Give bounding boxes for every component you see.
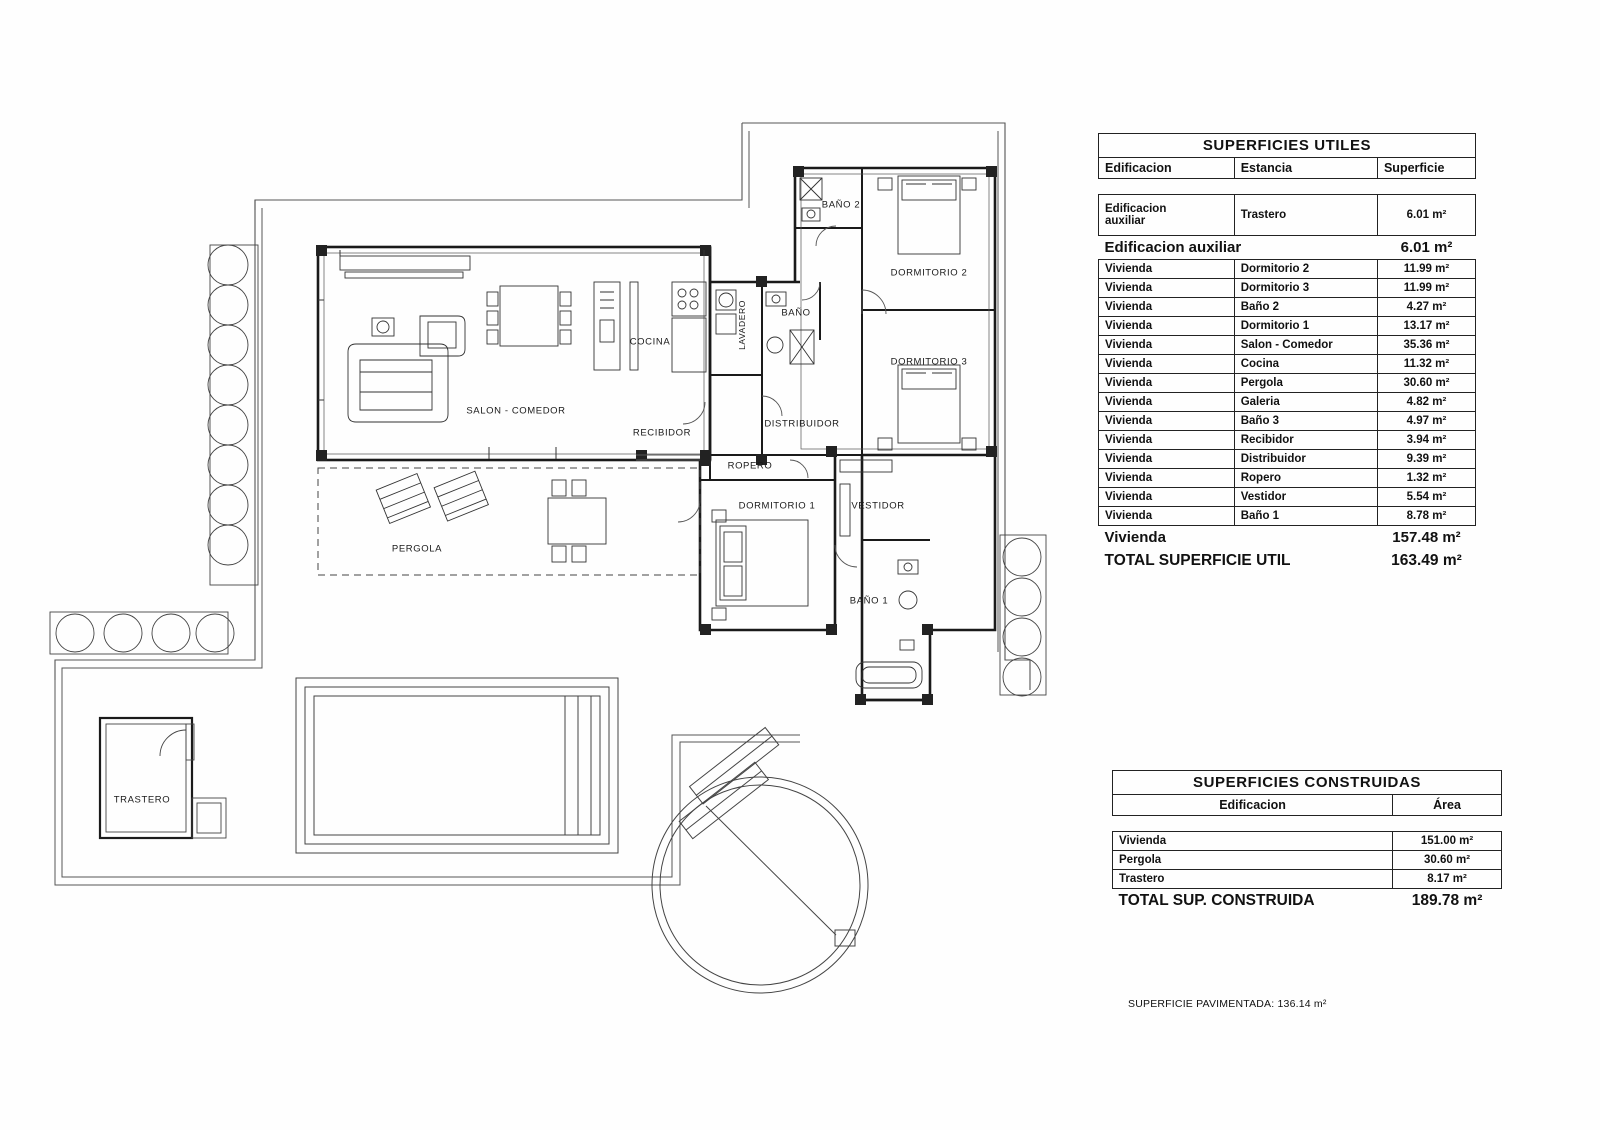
- cell-superficie: 35.36 m²: [1377, 336, 1475, 355]
- cell-superficie: 3.94 m²: [1377, 431, 1475, 450]
- pergola-area: [318, 468, 700, 575]
- table-header-row: [1113, 795, 1502, 816]
- room-label-cocina: COCINA: [629, 336, 671, 348]
- cell-edificacion-line2: auxiliar: [1105, 215, 1146, 227]
- table-grand-total-row: [1113, 889, 1502, 914]
- grand-total-label: TOTAL SUP. CONSTRUIDA: [1118, 892, 1315, 909]
- kitchen-fixtures: [594, 282, 706, 372]
- table-row: [1099, 195, 1476, 236]
- vivienda-total-value: 157.48 m²: [1392, 529, 1461, 546]
- surfaces-built-table: [1112, 770, 1502, 913]
- cell-edificacion: Vivienda: [1099, 374, 1235, 393]
- grand-total-value: 189.78 m²: [1411, 892, 1483, 909]
- room-label-bano-1: BAÑO 1: [849, 595, 889, 607]
- cell-edificacion: Trastero: [1113, 870, 1393, 889]
- table-row: [1099, 298, 1476, 317]
- cell-superficie: 30.60 m²: [1377, 374, 1475, 393]
- cell-superficie: 11.99 m²: [1377, 279, 1475, 298]
- cell-estancia: Distribuidor: [1234, 450, 1377, 469]
- cell-estancia: Ropero: [1234, 469, 1377, 488]
- cell-edificacion: Vivienda: [1099, 507, 1235, 526]
- paved-area: [55, 680, 800, 885]
- table-row: [1099, 260, 1476, 279]
- cell-superficie: 4.27 m²: [1377, 298, 1475, 317]
- surfaces-useful-table: [1098, 133, 1476, 573]
- cell-superficie: 5.54 m²: [1377, 488, 1475, 507]
- table-row: [1113, 832, 1502, 851]
- room-label-lavadero: LAVADERO: [737, 300, 747, 350]
- header-area: Área: [1393, 795, 1502, 816]
- room-label-trastero: TRASTERO: [113, 794, 171, 806]
- tree-row-bottom-left: [50, 612, 234, 654]
- room-label-salon-comedor: SALON - COMEDOR: [466, 405, 566, 417]
- table-row: [1099, 431, 1476, 450]
- cell-estancia: Recibidor: [1234, 431, 1377, 450]
- table-subtotal-row: [1099, 236, 1476, 260]
- cell-estancia: Baño 3: [1234, 412, 1377, 431]
- cell-edificacion: Vivienda: [1099, 412, 1235, 431]
- table-row: [1099, 450, 1476, 469]
- table-title: SUPERFICIES CONSTRUIDAS: [1113, 771, 1502, 795]
- cell-area: 30.60 m²: [1393, 851, 1502, 870]
- table-row: [1099, 507, 1476, 526]
- header-edificacion: Edificacion: [1099, 158, 1235, 179]
- table-title-row: [1099, 134, 1476, 158]
- cell-superficie: 9.39 m²: [1377, 450, 1475, 469]
- cell-estancia: Cocina: [1234, 355, 1377, 374]
- header-edificacion: Edificacion: [1113, 795, 1393, 816]
- round-patio: [652, 727, 868, 993]
- cell-estancia: Pergola: [1234, 374, 1377, 393]
- subtotal-label: Edificacion auxiliar: [1104, 239, 1242, 256]
- cell-edificacion: Vivienda: [1099, 488, 1235, 507]
- table-grand-total-row: [1099, 549, 1476, 573]
- bed-dormitorio-3: [878, 365, 976, 450]
- room-label-bano-2: BAÑO 2: [821, 199, 861, 211]
- tree-row-right: [1000, 535, 1046, 696]
- cell-edificacion: Vivienda: [1099, 469, 1235, 488]
- table-spacer: [1099, 179, 1476, 195]
- cell-edificacion: [1099, 195, 1235, 236]
- cell-estancia: Salon - Comedor: [1234, 336, 1377, 355]
- room-label-dormitorio-1: DORMITORIO 1: [738, 500, 816, 512]
- cell-estancia: Trastero: [1234, 195, 1377, 236]
- table-row: [1099, 279, 1476, 298]
- living-room-furniture: [340, 256, 571, 422]
- cell-estancia: Dormitorio 1: [1234, 317, 1377, 336]
- cell-edificacion: Pergola: [1113, 851, 1393, 870]
- bathroom-fixtures: [766, 178, 922, 688]
- bed-dormitorio-1: [712, 510, 808, 620]
- table-row: [1113, 870, 1502, 889]
- header-superficie: Superficie: [1377, 158, 1475, 179]
- bed-dormitorio-2: [878, 176, 976, 254]
- table-title-row: [1113, 771, 1502, 795]
- table-row: [1099, 412, 1476, 431]
- trastero-building: [100, 718, 192, 838]
- cell-edificacion: Vivienda: [1099, 393, 1235, 412]
- laundry-fixtures: [716, 290, 736, 334]
- cell-area: 151.00 m²: [1393, 832, 1502, 851]
- cell-superficie: 4.97 m²: [1377, 412, 1475, 431]
- room-label-vestidor: VESTIDOR: [851, 500, 905, 512]
- grand-total-value: 163.49 m²: [1391, 552, 1462, 569]
- cell-estancia: Galeria: [1234, 393, 1377, 412]
- cell-edificacion: Vivienda: [1099, 298, 1235, 317]
- room-label-dormitorio-3: DORMITORIO 3: [890, 356, 968, 368]
- table-header-row: [1099, 158, 1476, 179]
- table-row: [1113, 851, 1502, 870]
- paved-surface-note: SUPERFICIE PAVIMENTADA: 136.14 m²: [1128, 998, 1327, 1010]
- cell-edificacion: Vivienda: [1099, 279, 1235, 298]
- cell-estancia: Dormitorio 2: [1234, 260, 1377, 279]
- cell-superficie: 11.32 m²: [1377, 355, 1475, 374]
- cell-area: 8.17 m²: [1393, 870, 1502, 889]
- table-row: [1099, 317, 1476, 336]
- vivienda-total-label: Vivienda: [1104, 529, 1166, 546]
- cell-superficie: 1.32 m²: [1377, 469, 1475, 488]
- room-label-recibidor: RECIBIDOR: [632, 427, 692, 439]
- trastero-detail: [106, 724, 226, 838]
- room-label-dormitorio-2: DORMITORIO 2: [890, 267, 968, 279]
- cell-estancia: Vestidor: [1234, 488, 1377, 507]
- cell-edificacion: Vivienda: [1099, 355, 1235, 374]
- cell-edificacion: Vivienda: [1099, 317, 1235, 336]
- grand-total-label: TOTAL SUPERFICIE UTIL: [1104, 552, 1291, 569]
- table-title: SUPERFICIES UTILES: [1099, 134, 1476, 158]
- cell-edificacion: Vivienda: [1099, 336, 1235, 355]
- cell-edificacion: Vivienda: [1099, 431, 1235, 450]
- cell-edificacion-line1: Edificacion: [1105, 203, 1167, 215]
- subtotal-value: 6.01 m²: [1400, 239, 1453, 256]
- cell-edificacion: Vivienda: [1113, 832, 1393, 851]
- room-label-pergola: PERGOLA: [391, 543, 443, 555]
- cell-estancia: Dormitorio 3: [1234, 279, 1377, 298]
- table-subtotal-row: [1099, 526, 1476, 550]
- cell-edificacion: Vivienda: [1099, 260, 1235, 279]
- table-row: [1099, 374, 1476, 393]
- cell-estancia: Baño 1: [1234, 507, 1377, 526]
- cell-edificacion: Vivienda: [1099, 450, 1235, 469]
- cell-superficie: 6.01 m²: [1377, 195, 1475, 236]
- table-row: [1099, 488, 1476, 507]
- cell-superficie: 4.82 m²: [1377, 393, 1475, 412]
- wall-inner-lines: [324, 174, 989, 454]
- cell-estancia: Baño 2: [1234, 298, 1377, 317]
- swimming-pool: [296, 678, 618, 853]
- tree-row-left: [208, 245, 258, 585]
- table-row: [1099, 355, 1476, 374]
- cell-superficie: 13.17 m²: [1377, 317, 1475, 336]
- cell-superficie: 11.99 m²: [1377, 260, 1475, 279]
- table-spacer: [1113, 816, 1502, 832]
- table-row: [1099, 336, 1476, 355]
- room-label-distribuidor: DISTRIBUIDOR: [764, 418, 840, 430]
- table-row: [1099, 393, 1476, 412]
- room-label-bano: BAÑO: [781, 307, 811, 319]
- header-estancia: Estancia: [1234, 158, 1377, 179]
- room-label-ropero: ROPERO: [727, 460, 773, 472]
- wardrobe-vestidor: [840, 460, 892, 536]
- cell-superficie: 8.78 m²: [1377, 507, 1475, 526]
- table-row: [1099, 469, 1476, 488]
